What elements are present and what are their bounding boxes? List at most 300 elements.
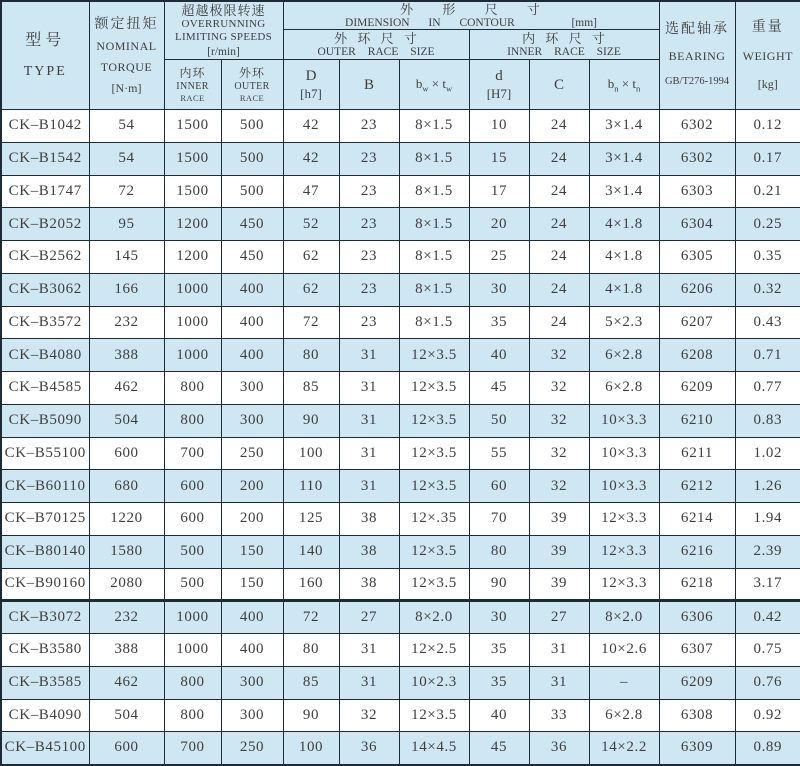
value-cell: 450 — [221, 208, 283, 241]
value-cell: 0.35 — [735, 241, 800, 274]
value-cell: 504 — [89, 699, 164, 732]
col-header-bn-tn — [589, 60, 659, 110]
value-cell: 250 — [221, 437, 283, 470]
table-row — [1, 470, 800, 503]
value-cell: 24 — [529, 142, 589, 175]
value-cell: 80 — [283, 339, 339, 372]
value-cell: 38 — [339, 568, 399, 601]
value-cell: 39 — [529, 503, 589, 536]
model-cell: CK–B80140 — [1, 535, 89, 568]
table-body — [1, 110, 800, 765]
table-header — [1, 1, 800, 110]
model-cell: CK–B3072 — [1, 601, 89, 634]
value-cell: 110 — [283, 470, 339, 503]
value-cell: 145 — [89, 241, 164, 274]
torque-unit: [N·m] — [111, 80, 142, 95]
header-row-1 — [1, 1, 800, 30]
value-cell: 31 — [339, 404, 399, 437]
model-cell: CK–B1042 — [1, 110, 89, 143]
value-cell: 6206 — [659, 273, 735, 306]
weight-label-zh: 重量 — [751, 19, 784, 35]
value-cell: 800 — [164, 404, 221, 437]
table-row — [1, 339, 800, 372]
value-cell: 42 — [283, 142, 339, 175]
value-cell: 32 — [529, 437, 589, 470]
value-cell: 6307 — [659, 634, 735, 667]
value-cell: 2080 — [89, 568, 164, 601]
value-cell: 250 — [221, 732, 283, 765]
outer-race-size-en: OUTER RACE SIZE — [317, 45, 435, 58]
col-header-dimension-contour — [283, 1, 659, 30]
value-cell: 24 — [529, 273, 589, 306]
value-cell: 31 — [339, 634, 399, 667]
value-cell: – — [589, 666, 659, 699]
value-cell: 90 — [283, 699, 339, 732]
value-cell: 62 — [283, 273, 339, 306]
table-row — [1, 142, 800, 175]
table-row — [1, 634, 800, 667]
value-cell: 12×3.5 — [399, 568, 469, 601]
value-cell: 0.17 — [735, 142, 800, 175]
value-cell: 400 — [221, 634, 283, 667]
table-row — [1, 568, 800, 601]
value-cell: 33 — [529, 699, 589, 732]
model-cell: CK–B45100 — [1, 732, 89, 765]
value-cell: 100 — [283, 732, 339, 765]
value-cell: 400 — [221, 306, 283, 339]
value-cell: 600 — [89, 732, 164, 765]
value-cell: 23 — [339, 241, 399, 274]
value-cell: 462 — [89, 372, 164, 405]
value-cell: 0.43 — [735, 306, 800, 339]
value-cell: 72 — [89, 175, 164, 208]
value-cell: 600 — [164, 503, 221, 536]
speeds-label-en2: LIMITING SPEEDS — [174, 31, 273, 43]
value-cell: 0.32 — [735, 273, 800, 306]
value-cell: 62 — [283, 241, 339, 274]
col-header-nominal-torque — [89, 1, 164, 110]
table-row — [1, 306, 800, 339]
bw-tw-label: $b_w \times t_w$ — [415, 76, 453, 94]
value-cell: 504 — [89, 404, 164, 437]
value-cell: 8×1.5 — [399, 208, 469, 241]
value-cell: 31 — [529, 666, 589, 699]
table-row — [1, 241, 800, 274]
value-cell: 1200 — [164, 241, 221, 274]
torque-label-en2: TORQUE — [100, 59, 153, 74]
value-cell: 0.89 — [735, 732, 800, 765]
value-cell: 47 — [283, 175, 339, 208]
speeds-unit: [r/min] — [207, 45, 240, 58]
value-cell: 35 — [469, 634, 529, 667]
value-cell: 800 — [164, 372, 221, 405]
value-cell: 15 — [469, 142, 529, 175]
value-cell: 3×1.4 — [589, 110, 659, 143]
value-cell: 6309 — [659, 732, 735, 765]
value-cell: 400 — [221, 601, 283, 634]
torque-label-zh: 额定扭矩 — [94, 16, 159, 32]
value-cell: 6210 — [659, 404, 735, 437]
model-cell: CK–B4090 — [1, 699, 89, 732]
value-cell: 39 — [529, 535, 589, 568]
speeds-label-en1: OVERRUNNING — [181, 17, 266, 30]
value-cell: 8×1.5 — [399, 273, 469, 306]
table-row — [1, 110, 800, 143]
value-cell: 1500 — [164, 110, 221, 143]
value-cell: 0.75 — [735, 634, 800, 667]
col-header-outer-race-size — [283, 30, 469, 60]
value-cell: 10×3.3 — [589, 437, 659, 470]
value-cell: 31 — [339, 339, 399, 372]
value-cell: 10×3.3 — [589, 470, 659, 503]
value-cell: 8×2.0 — [399, 601, 469, 634]
value-cell: 85 — [283, 666, 339, 699]
table-row — [1, 273, 800, 306]
value-cell: 680 — [89, 470, 164, 503]
value-cell: 95 — [89, 208, 164, 241]
table-row — [1, 732, 800, 765]
value-cell: 400 — [221, 339, 283, 372]
model-cell: CK–B3580 — [1, 634, 89, 667]
table-row — [1, 666, 800, 699]
value-cell: 3×1.4 — [589, 175, 659, 208]
value-cell: 1000 — [164, 339, 221, 372]
value-cell: 0.71 — [735, 339, 800, 372]
value-cell: 39 — [529, 568, 589, 601]
col-header-inner-race-speed: 内环 INNER RACE — [164, 60, 221, 110]
col-header-inner-race-size — [469, 30, 659, 60]
value-cell: 17 — [469, 175, 529, 208]
dimension-unit: [mm] — [571, 17, 598, 29]
value-cell: 12×3.5 — [399, 470, 469, 503]
value-cell: 25 — [469, 241, 529, 274]
value-cell: 150 — [221, 535, 283, 568]
value-cell: 35 — [469, 666, 529, 699]
value-cell: 10×3.3 — [589, 404, 659, 437]
value-cell: 30 — [469, 601, 529, 634]
value-cell: 8×1.5 — [399, 142, 469, 175]
value-cell: 12×3.5 — [399, 535, 469, 568]
model-cell: CK–B70125 — [1, 503, 89, 536]
dimension-label-zh: 外 形 尺 寸 — [400, 2, 542, 17]
value-cell: 232 — [89, 601, 164, 634]
model-cell: CK–B5090 — [1, 404, 89, 437]
value-cell: 500 — [221, 110, 283, 143]
value-cell: 55 — [469, 437, 529, 470]
speeds-label-zh: 超越极限转速 — [181, 2, 266, 18]
inner-race-size-en: INNER RACE SIZE — [507, 45, 621, 58]
value-cell: 1.26 — [735, 470, 800, 503]
value-cell: 23 — [339, 273, 399, 306]
outer-race-size-zh: 外 环 尺 寸 — [334, 30, 418, 46]
value-cell: 31 — [339, 470, 399, 503]
value-cell: 80 — [469, 535, 529, 568]
value-cell: 6214 — [659, 503, 735, 536]
value-cell: 4×1.8 — [589, 273, 659, 306]
value-cell: 24 — [529, 241, 589, 274]
value-cell: 23 — [339, 110, 399, 143]
bn-tn-label: $b_n \times t_n$ — [607, 76, 641, 94]
dimension-label-en: DIMENSION IN CONTOUR [mm] — [345, 17, 598, 29]
table-row — [1, 372, 800, 405]
value-cell: 20 — [469, 208, 529, 241]
value-cell: 36 — [529, 732, 589, 765]
value-cell: 32 — [339, 699, 399, 732]
value-cell: 70 — [469, 503, 529, 536]
value-cell: 300 — [221, 404, 283, 437]
value-cell: 31 — [529, 634, 589, 667]
col-header-d-H7: d [H7] — [469, 60, 529, 110]
bearing-standard: GB/T276-1994 — [664, 75, 730, 87]
value-cell: 24 — [529, 306, 589, 339]
value-cell: 3×1.4 — [589, 142, 659, 175]
value-cell: 0.77 — [735, 372, 800, 405]
value-cell: 4×1.8 — [589, 208, 659, 241]
value-cell: 54 — [89, 142, 164, 175]
value-cell: 54 — [89, 110, 164, 143]
value-cell: 6209 — [659, 372, 735, 405]
value-cell: 60 — [469, 470, 529, 503]
value-cell: 6308 — [659, 699, 735, 732]
value-cell: 388 — [89, 634, 164, 667]
inner-race-size-zh: 内 环 尺 寸 — [522, 30, 606, 46]
value-cell: 0.92 — [735, 699, 800, 732]
model-cell: CK–B4080 — [1, 339, 89, 372]
value-cell: 6207 — [659, 306, 735, 339]
value-cell: 232 — [89, 306, 164, 339]
value-cell: 160 — [283, 568, 339, 601]
value-cell: 1000 — [164, 634, 221, 667]
value-cell: 150 — [221, 568, 283, 601]
col-header-outer-race-speed: 外环 OUTER RACE — [221, 60, 283, 110]
value-cell: 6302 — [659, 110, 735, 143]
value-cell: 12×2.5 — [399, 634, 469, 667]
value-cell: 30 — [469, 273, 529, 306]
value-cell: 1000 — [164, 273, 221, 306]
value-cell: 52 — [283, 208, 339, 241]
value-cell: 12×3.5 — [399, 372, 469, 405]
value-cell: 462 — [89, 666, 164, 699]
value-cell: 125 — [283, 503, 339, 536]
value-cell: 31 — [339, 666, 399, 699]
model-cell: CK–B90160 — [1, 568, 89, 601]
value-cell: 6211 — [659, 437, 735, 470]
value-cell: 500 — [164, 568, 221, 601]
value-cell: 0.12 — [735, 110, 800, 143]
value-cell: 32 — [529, 372, 589, 405]
value-cell: 6×2.8 — [589, 699, 659, 732]
value-cell: 0.21 — [735, 175, 800, 208]
weight-label-en: WEIGHT — [742, 48, 793, 63]
value-cell: 38 — [339, 535, 399, 568]
value-cell: 1500 — [164, 142, 221, 175]
value-cell: 35 — [469, 306, 529, 339]
value-cell: 6218 — [659, 568, 735, 601]
value-cell: 0.25 — [735, 208, 800, 241]
value-cell: 31 — [339, 437, 399, 470]
value-cell: 1500 — [164, 175, 221, 208]
value-cell: 5×2.3 — [589, 306, 659, 339]
value-cell: 12×3.3 — [589, 535, 659, 568]
model-cell: CK–B1747 — [1, 175, 89, 208]
value-cell: 800 — [164, 666, 221, 699]
table-row — [1, 175, 800, 208]
value-cell: 6212 — [659, 470, 735, 503]
value-cell: 12×3.5 — [399, 339, 469, 372]
value-cell: 6306 — [659, 601, 735, 634]
value-cell: 23 — [339, 306, 399, 339]
value-cell: 1.94 — [735, 503, 800, 536]
value-cell: 166 — [89, 273, 164, 306]
value-cell: 38 — [339, 503, 399, 536]
value-cell: 80 — [283, 634, 339, 667]
col-header-bearing — [659, 1, 735, 110]
value-cell: 90 — [469, 568, 529, 601]
table-row — [1, 503, 800, 536]
table-row — [1, 699, 800, 732]
value-cell: 23 — [339, 142, 399, 175]
value-cell: 6209 — [659, 666, 735, 699]
value-cell: 24 — [529, 110, 589, 143]
value-cell: 1.02 — [735, 437, 800, 470]
value-cell: 23 — [339, 175, 399, 208]
value-cell: 24 — [529, 175, 589, 208]
value-cell: 12×3.3 — [589, 568, 659, 601]
value-cell: 12×3.5 — [399, 404, 469, 437]
bearing-label-en: BEARING — [668, 48, 726, 63]
value-cell: 1580 — [89, 535, 164, 568]
value-cell: 140 — [283, 535, 339, 568]
bearing-label-zh: 选配轴承 — [665, 21, 730, 37]
value-cell: 32 — [529, 404, 589, 437]
value-cell: 27 — [339, 601, 399, 634]
model-cell: CK–B1542 — [1, 142, 89, 175]
value-cell: 90 — [283, 404, 339, 437]
value-cell: 10 — [469, 110, 529, 143]
col-header-overrunning-speeds — [164, 1, 283, 60]
type-label-zh: 型号 — [25, 31, 66, 49]
value-cell: 6208 — [659, 339, 735, 372]
value-cell: 1200 — [164, 208, 221, 241]
table-row — [1, 208, 800, 241]
value-cell: 100 — [283, 437, 339, 470]
table-row — [1, 535, 800, 568]
col-header-C: C — [529, 60, 589, 110]
value-cell: 1000 — [164, 601, 221, 634]
value-cell: 72 — [283, 601, 339, 634]
value-cell: 8×1.5 — [399, 241, 469, 274]
value-cell: 500 — [221, 142, 283, 175]
value-cell: 1220 — [89, 503, 164, 536]
value-cell: 72 — [283, 306, 339, 339]
value-cell: 700 — [164, 732, 221, 765]
value-cell: 24 — [529, 208, 589, 241]
value-cell: 12×3.5 — [399, 437, 469, 470]
col-header-D-h7: D [h7] — [283, 60, 339, 110]
value-cell: 6305 — [659, 241, 735, 274]
value-cell: 8×1.5 — [399, 175, 469, 208]
value-cell: 42 — [283, 110, 339, 143]
value-cell: 40 — [469, 339, 529, 372]
value-cell: 8×2.0 — [589, 601, 659, 634]
value-cell: 50 — [469, 404, 529, 437]
model-cell: CK–B4585 — [1, 372, 89, 405]
model-cell: CK–B3585 — [1, 666, 89, 699]
value-cell: 23 — [339, 208, 399, 241]
value-cell: 6×2.8 — [589, 372, 659, 405]
model-cell: CK–B60110 — [1, 470, 89, 503]
value-cell: 600 — [89, 437, 164, 470]
value-cell: 12×3.3 — [589, 503, 659, 536]
value-cell: 14×2.2 — [589, 732, 659, 765]
value-cell: 0.42 — [735, 601, 800, 634]
value-cell: 6216 — [659, 535, 735, 568]
value-cell: 1000 — [164, 306, 221, 339]
weight-unit: [kg] — [757, 76, 778, 91]
value-cell: 36 — [339, 732, 399, 765]
value-cell: 6×2.8 — [589, 339, 659, 372]
value-cell: 14×4.5 — [399, 732, 469, 765]
value-cell: 0.76 — [735, 666, 800, 699]
value-cell: 450 — [221, 241, 283, 274]
model-cell: CK–B2562 — [1, 241, 89, 274]
value-cell: 388 — [89, 339, 164, 372]
value-cell: 200 — [221, 470, 283, 503]
value-cell: 700 — [164, 437, 221, 470]
value-cell: 6304 — [659, 208, 735, 241]
value-cell: 300 — [221, 666, 283, 699]
model-cell: CK–B3062 — [1, 273, 89, 306]
value-cell: 12×.35 — [399, 503, 469, 536]
col-header-type — [1, 1, 89, 110]
value-cell: 31 — [339, 372, 399, 405]
value-cell: 8×1.5 — [399, 110, 469, 143]
value-cell: 32 — [529, 339, 589, 372]
value-cell: 400 — [221, 273, 283, 306]
model-cell: CK–B2052 — [1, 208, 89, 241]
value-cell: 45 — [469, 732, 529, 765]
value-cell: 4×1.8 — [589, 241, 659, 274]
value-cell: 45 — [469, 372, 529, 405]
value-cell: 0.83 — [735, 404, 800, 437]
value-cell: 32 — [529, 470, 589, 503]
col-header-weight — [735, 1, 800, 110]
value-cell: 10×2.6 — [589, 634, 659, 667]
value-cell: 6303 — [659, 175, 735, 208]
value-cell: 300 — [221, 372, 283, 405]
value-cell: 8×1.5 — [399, 306, 469, 339]
torque-label-en1: NOMINAL — [96, 38, 157, 53]
value-cell: 2.39 — [735, 535, 800, 568]
value-cell: 300 — [221, 699, 283, 732]
type-label-en: TYPE — [23, 63, 67, 79]
value-cell: 3.17 — [735, 568, 800, 601]
value-cell: 40 — [469, 699, 529, 732]
model-cell: CK–B55100 — [1, 437, 89, 470]
value-cell: 10×2.3 — [399, 666, 469, 699]
col-header-bw-tw — [399, 60, 469, 110]
value-cell: 500 — [221, 175, 283, 208]
value-cell: 500 — [164, 535, 221, 568]
value-cell: 200 — [221, 503, 283, 536]
model-cell: CK–B3572 — [1, 306, 89, 339]
value-cell: 600 — [164, 470, 221, 503]
value-cell: 800 — [164, 699, 221, 732]
value-cell: 85 — [283, 372, 339, 405]
value-cell: 27 — [529, 601, 589, 634]
value-cell: 6302 — [659, 142, 735, 175]
value-cell: 12×3.5 — [399, 699, 469, 732]
